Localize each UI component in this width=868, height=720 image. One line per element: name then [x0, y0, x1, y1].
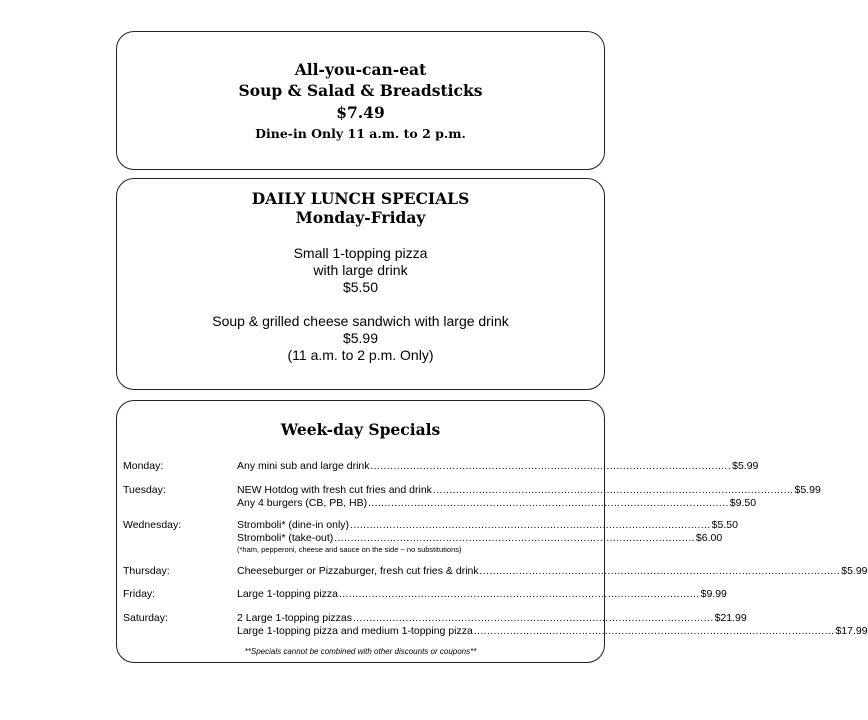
day-label-thursday: Thursday:	[123, 565, 170, 577]
menu-item	[237, 565, 868, 577]
dot-leader: ..............................................................................................................	[353, 613, 714, 624]
day-label-monday: Monday:	[123, 460, 164, 472]
item-price: $9.50	[729, 497, 757, 509]
special2-note: (11 a.m. to 2 p.m. Only)	[287, 347, 434, 363]
day-label-tuesday: Tuesday:	[123, 484, 166, 496]
dot-leader: ..............................................................................................................	[350, 520, 711, 531]
item-description: Stromboli* (take-out)	[237, 532, 334, 544]
item-price: $21.99	[714, 612, 747, 624]
menu-item	[237, 612, 747, 624]
item-price: $9.99	[700, 588, 727, 600]
item-description: 2 Large 1-topping pizzas	[237, 612, 352, 624]
special1-line2: with large drink	[313, 262, 408, 278]
dot-leader: ..............................................................................................................	[473, 626, 835, 637]
item-description: Any 4 burgers (CB, PB, HB)	[237, 497, 368, 509]
lunch-specials-title: DAILY LUNCH SPECIALS	[251, 189, 470, 208]
dot-leader: ..............................................................................................................	[370, 461, 732, 472]
special2-price: $5.99	[342, 330, 379, 346]
buffet-special-box	[116, 31, 605, 170]
menu-item	[237, 532, 723, 544]
day-label-wednesday: Wednesday:	[123, 519, 182, 531]
item-price: $5.50	[711, 519, 738, 531]
specials-disclaimer: **Specials cannot be combined with other discounts or coupons**	[244, 647, 477, 656]
stromboli-note: (*ham, pepperoni, cheese and sauce on the side ~ no substitutions)	[237, 545, 462, 554]
day-label-friday: Friday:	[123, 588, 156, 600]
item-price: $17.99	[835, 625, 868, 637]
item-description: Any mini sub and large drink	[237, 460, 370, 472]
special1-price: $5.50	[342, 279, 379, 295]
dot-leader: ..............................................................................................................	[479, 566, 841, 577]
dot-leader: ..............................................................................................................	[339, 589, 700, 600]
dot-leader: ..............................................................................................................	[432, 485, 794, 496]
item-price: $5.99	[794, 484, 821, 496]
item-price: $6.00	[695, 532, 723, 544]
lunch-specials-subtitle: Monday-Friday	[295, 208, 426, 227]
daily-lunch-specials-box	[116, 178, 605, 390]
buffet-line-2: Soup & Salad & Breadsticks	[238, 81, 483, 100]
buffet-price: $7.49	[336, 103, 385, 122]
item-description: Large 1-topping pizza and medium 1-topping pizza	[237, 625, 473, 637]
special1-line1: Small 1-topping pizza	[293, 245, 428, 261]
weekday-specials-box	[116, 400, 868, 663]
weekday-specials-title: Week-day Specials	[280, 420, 441, 439]
buffet-hours-note: Dine-in Only 11 a.m. to 2 p.m.	[255, 126, 466, 141]
item-description: Large 1-topping pizza	[237, 588, 338, 600]
item-description: Cheeseburger or Pizzaburger, fresh cut fries & drink	[237, 565, 479, 577]
special2-line1: Soup & grilled cheese sandwich with large drink	[212, 313, 509, 329]
menu-item	[237, 625, 868, 637]
menu-item	[237, 519, 738, 531]
item-description: NEW Hotdog with fresh cut fries and drink	[237, 484, 432, 496]
item-price: $5.99	[841, 565, 868, 577]
menu-item	[237, 497, 757, 509]
menu-item	[237, 484, 821, 496]
menu-item	[237, 588, 727, 600]
buffet-line-1: All-you-can-eat	[294, 60, 427, 79]
menu-item	[237, 460, 759, 472]
dot-leader: ..............................................................................................................	[334, 533, 695, 544]
dot-leader: ..............................................................................................................	[368, 498, 729, 509]
item-description: Stromboli* (dine-in only)	[237, 519, 350, 531]
item-price: $5.99	[732, 460, 759, 472]
day-label-saturday: Saturday:	[123, 612, 168, 624]
